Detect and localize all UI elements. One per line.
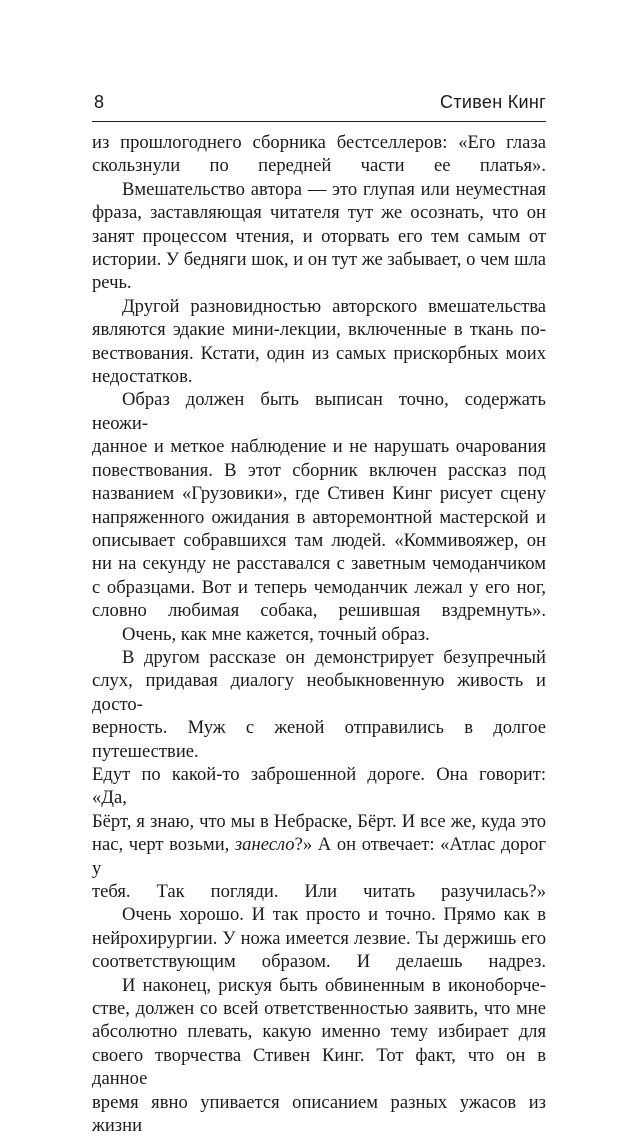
text-line: вествования. Кстати, один из самых прискорбных моих xyxy=(92,342,546,364)
text-line: Другой разновидностью авторского вмешательства xyxy=(122,295,546,317)
text-line: словно любимая собака, решившая вздремнуть». xyxy=(92,600,546,622)
paragraph xyxy=(92,295,546,389)
text-line: речь. xyxy=(92,272,132,294)
text-line: соответствующим образом. И делаешь надрез. xyxy=(92,951,546,973)
text-line: абсолютно плевать, какую именно тему избирает для xyxy=(92,1021,546,1043)
text-line: Бёрт, я знаю, что мы в Небраске, Бёрт. И все же, куда это xyxy=(92,810,546,832)
text-line: недостатков. xyxy=(92,366,193,388)
running-title: Стивен Кинг xyxy=(440,92,546,112)
paragraph xyxy=(92,131,546,178)
text-line: своего творчества Стивен Кинг. Тот факт, что он в данное xyxy=(92,1044,546,1090)
text-line: повествования. В этот сборник включен рассказ под xyxy=(92,459,546,481)
paragraph xyxy=(92,178,546,295)
text-line: И наконец, рискуя быть обвиненным в иконоборче- xyxy=(122,974,546,996)
body-text xyxy=(92,131,546,1137)
paragraph xyxy=(92,388,546,622)
text-line: занят процессом чтения, и оторвать его тем самым от xyxy=(92,225,546,247)
text-line: Очень, как мне кажется, точный образ. xyxy=(122,623,430,645)
text-line: нейрохирургии. У ножа имеется лезвие. Ты держишь его xyxy=(92,927,546,949)
text-line: верность. Муж с женой отправились в долгое путешествие. xyxy=(92,717,546,762)
text-line: нас, черт возьми, xyxy=(92,834,235,856)
text-line: Очень хорошо. И так просто и точно. Прямо как в xyxy=(122,904,546,926)
text-line: В другом рассказе он демонстрирует безупречный xyxy=(122,646,546,668)
paragraph xyxy=(92,974,546,1137)
text-line: стве, должен со всей ответственностью заявить, что мне xyxy=(92,998,546,1020)
text-line: ?» А он отвечает: «Атлас дорог у xyxy=(92,834,546,879)
text-line: названием «Грузовики», где Стивен Кинг рисует сцену xyxy=(92,483,546,505)
text-line: фраза, заставляющая читателя тут же осознать, что он xyxy=(92,202,546,224)
paragraph xyxy=(92,903,546,973)
paragraph xyxy=(92,623,546,646)
text-line: скользнули по передней части ее платья». xyxy=(92,155,546,177)
text-line: Едут по какой-то заброшенной дороге. Она говорит: «Да, xyxy=(92,763,546,809)
running-header xyxy=(92,92,546,116)
text-line: с образцами. Вот и теперь чемоданчик лежал у его ног, xyxy=(92,576,546,598)
text-line: данное и меткое наблюдение и не нарушать очарования xyxy=(92,436,546,458)
header-rule xyxy=(92,121,546,122)
text-line: Образ должен быть выписан точно, содержать неожи- xyxy=(92,389,546,434)
text-line: слух, придавая диалогу необыкновенную живость и досто- xyxy=(92,670,546,715)
text-line: истории. У бедняги шок, и он тут же забывает, о чем шла xyxy=(92,249,546,271)
text-line: ни на секунду не расставался с заветным чемоданчиком xyxy=(92,553,546,575)
text-line: описывает собравшихся там людей. «Коммивояжер, он xyxy=(92,529,546,551)
italic-word: занесло xyxy=(234,834,295,856)
text-line: тебя. Так погляди. Или читать разучилась?» xyxy=(92,881,546,902)
text-line: из прошлогоднего сборника бестселлеров: «Его глаза xyxy=(92,132,546,153)
text-line: Вмешательство автора — это глупая или неуместная xyxy=(122,178,546,200)
text-line: являются эдакие мини-лекции, включенные в ткань по- xyxy=(92,319,546,341)
text-line: время явно упивается описанием разных ужасов из жизни xyxy=(92,1091,546,1137)
page-number: 8 xyxy=(94,92,105,112)
text-line: напряженного ожидания в авторемонтной мастерской и xyxy=(92,506,546,528)
paragraph xyxy=(92,646,546,903)
